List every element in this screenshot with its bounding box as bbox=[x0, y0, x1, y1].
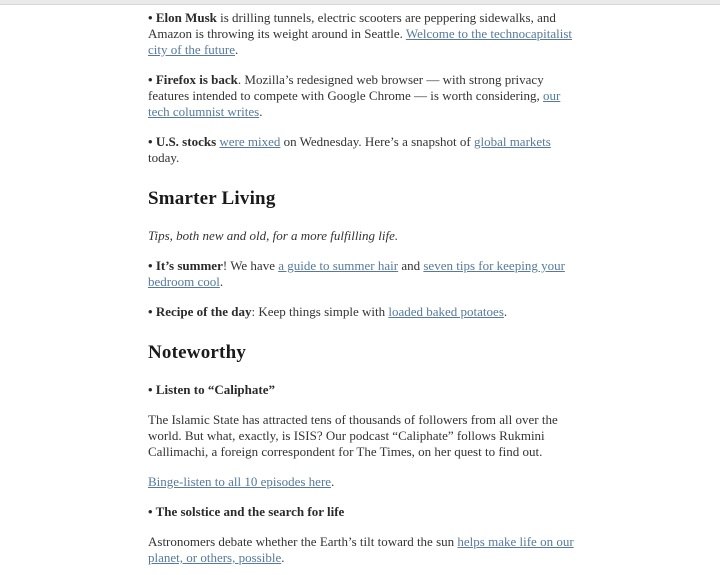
body-text: and bbox=[398, 258, 424, 273]
paragraph-solstice-body bbox=[148, 534, 582, 566]
bullet-item-summer bbox=[148, 258, 582, 290]
section-heading-smarter-living: Smarter Living bbox=[148, 188, 276, 209]
link-summer-hair-guide[interactable]: a guide to summer hair bbox=[278, 258, 399, 273]
body-text: today. bbox=[148, 150, 180, 165]
link-global-markets[interactable]: global markets bbox=[473, 134, 551, 149]
bullet-item-elon-musk bbox=[148, 10, 582, 58]
bullet-item-us-stocks bbox=[148, 134, 582, 166]
bullet-marker: • bbox=[148, 72, 156, 87]
bold-lead-elon-musk: Elon Musk bbox=[155, 10, 217, 25]
link-tech-columnist[interactable]: our tech columnist writes bbox=[148, 88, 561, 119]
body-text: . bbox=[331, 474, 335, 489]
bold-lead-solstice: The solstice and the search for life bbox=[155, 504, 345, 519]
body-text: on Wednesday. Here’s a snapshot of bbox=[280, 134, 474, 149]
link-loaded-baked-potatoes[interactable]: loaded baked potatoes bbox=[388, 304, 504, 319]
body-text: . Mozilla’s redesigned web browser — with strong privacy features intended to compete with Google Chrome — is worth considering, bbox=[148, 72, 544, 103]
bullet-item-recipe bbox=[148, 304, 582, 320]
link-binge-listen-episodes[interactable]: Binge-listen to all 10 episodes here bbox=[148, 474, 332, 489]
body-text: is drilling tunnels, electric scooters are peppering sidewalks, and Amazon is throwing its weight around in Seattle. bbox=[148, 10, 556, 41]
body-text: ! We have bbox=[222, 258, 279, 273]
bold-lead-us-stocks: U.S. stocks bbox=[155, 134, 217, 149]
link-bedroom-cool-tips[interactable]: seven tips for keeping your bedroom cool bbox=[148, 258, 565, 289]
bullet-marker: • bbox=[148, 304, 156, 319]
body-text: Astronomers debate whether the Earth’s tilt toward the sun bbox=[148, 534, 458, 549]
bullet-item-firefox bbox=[148, 72, 582, 120]
bold-lead-recipe: Recipe of the day bbox=[155, 304, 252, 319]
link-technocapitalist-city[interactable]: Welcome to the technocapitalist city of the future bbox=[148, 26, 573, 57]
bullet-marker: • bbox=[148, 258, 156, 273]
bullet-item-caliphate bbox=[148, 382, 582, 398]
body-text: . bbox=[219, 274, 224, 289]
newsletter-content bbox=[148, 5, 582, 566]
link-were-mixed[interactable]: were mixed bbox=[219, 134, 281, 149]
bullet-marker: • bbox=[148, 504, 156, 519]
link-life-on-our-planet[interactable]: helps make life on our planet, or others, possible bbox=[148, 534, 574, 565]
body-text: . bbox=[281, 550, 285, 565]
bullet-marker: • bbox=[148, 382, 156, 397]
bullet-marker: • bbox=[148, 10, 156, 25]
bold-lead-firefox: Firefox is back bbox=[155, 72, 238, 87]
bold-lead-caliphate: Listen to “Caliphate” bbox=[155, 382, 275, 397]
bullet-marker: • bbox=[148, 134, 156, 149]
bullet-item-solstice bbox=[148, 504, 582, 520]
paragraph-binge-listen bbox=[148, 474, 582, 490]
body-text: . bbox=[503, 304, 508, 319]
body-text: : Keep things simple with bbox=[251, 304, 389, 319]
body-text: . bbox=[235, 42, 239, 57]
body-text: . bbox=[259, 104, 263, 119]
bold-lead-summer: It’s summer bbox=[155, 258, 223, 273]
paragraph-caliphate-body: The Islamic State has attracted tens of thousands of followers from all over the world. But what, exactly, is ISIS? Our podcast “Caliphate” follows Rukmini Callimachi, a foreign correspondent for The Times, on her quest to find out. bbox=[148, 412, 558, 459]
section-tagline-smarter-living: Tips, both new and old, for a more fulfilling life. bbox=[148, 228, 399, 243]
section-heading-noteworthy: Noteworthy bbox=[148, 342, 247, 363]
